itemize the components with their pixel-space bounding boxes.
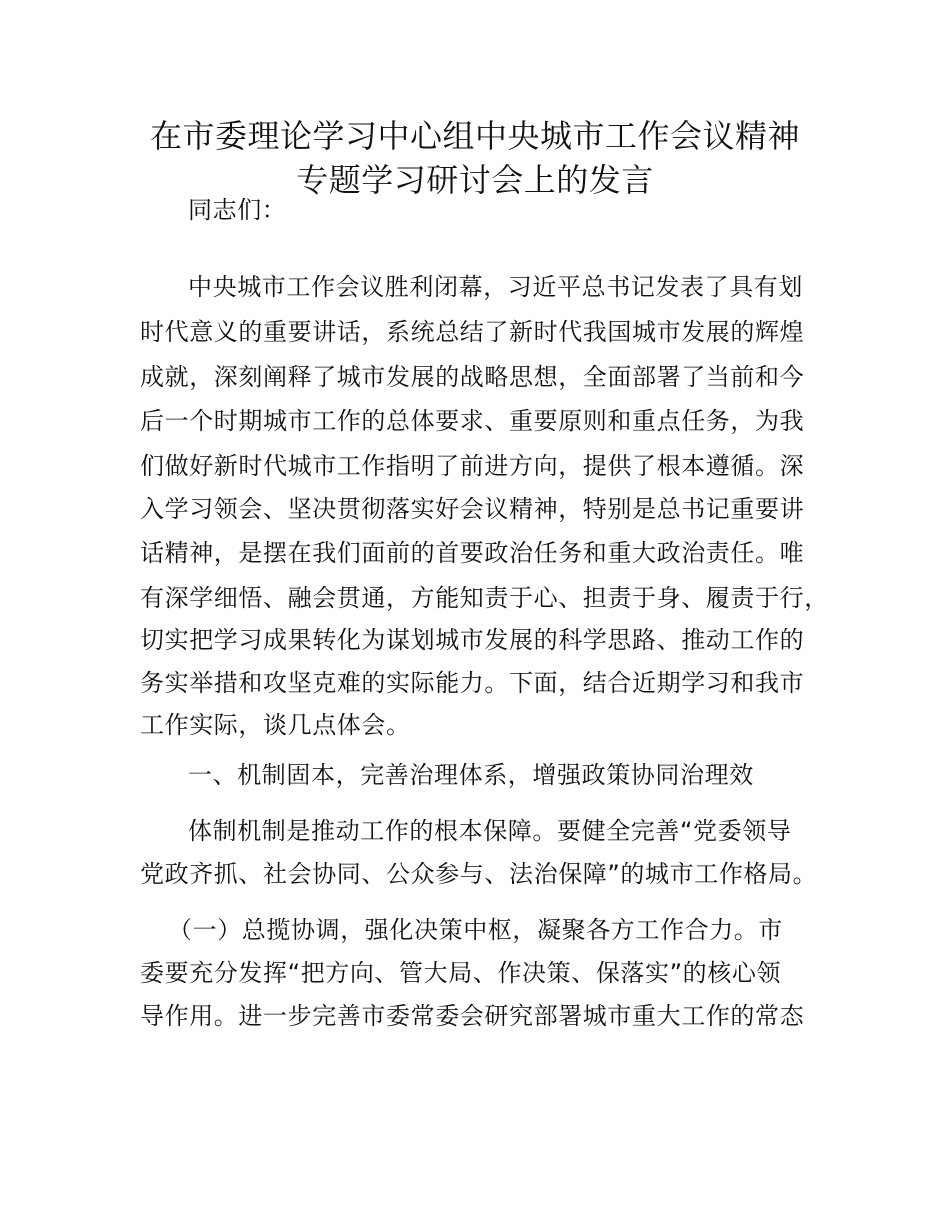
body-line: 有深学细悟、融会贯通，方能知责于心、担责于身、履责于行， (140, 584, 829, 612)
body-line: 党政齐抓、社会协同、公众参与、法治保障”的城市工作格局。 (140, 860, 818, 888)
document-title-line-1: 在市委理论学习中心组中央城市工作会议精神 (149, 117, 800, 155)
body-line: 委要充分发挥“把方向、管大局、作决策、保落实”的核心领 (140, 959, 782, 987)
body-line: 话精神，是摆在我们面前的首要政治任务和重大政治责任。唯 (140, 539, 805, 567)
body-line: 成就，深刻阐释了城市发展的战略思想，全面部署了当前和今 (140, 363, 805, 391)
body-line: 切实把学习成果转化为谋划城市发展的科学思路、推动工作的 (140, 626, 805, 654)
body-line: 时代意义的重要讲话，系统总结了新时代我国城市发展的辉煌 (140, 318, 805, 346)
body-line: 中央城市工作会议胜利闭幕，习近平总书记发表了具有划 (188, 273, 803, 301)
body-line: 导作用。进一步完善市委常委会研究部署城市重大工作的常态 (140, 1002, 805, 1030)
document-title-line-2: 专题学习研讨会上的发言 (296, 161, 654, 199)
salutation: 同志们： (188, 196, 287, 224)
section-heading: 一、机制固本，完善治理体系，增强政策协同治理效 (188, 761, 754, 789)
body-line: 工作实际，谈几点体会。 (140, 711, 411, 739)
subsection-line: （一）总揽协调，强化决策中枢，凝聚各方工作合力。市 (168, 916, 783, 944)
body-line: 后一个时期城市工作的总体要求、重要原则和重点任务，为我 (140, 407, 805, 435)
body-line: 入学习领会、坚决贯彻落实好会议精神，特别是总书记重要讲 (140, 495, 805, 523)
body-line: 们做好新时代城市工作指明了前进方向，提供了根本遵循。深 (140, 452, 805, 480)
body-line: 体制机制是推动工作的根本保障。要健全完善“党委领导 (188, 817, 792, 845)
body-line: 务实举措和攻坚克难的实际能力。下面，结合近期学习和我市 (140, 669, 805, 697)
